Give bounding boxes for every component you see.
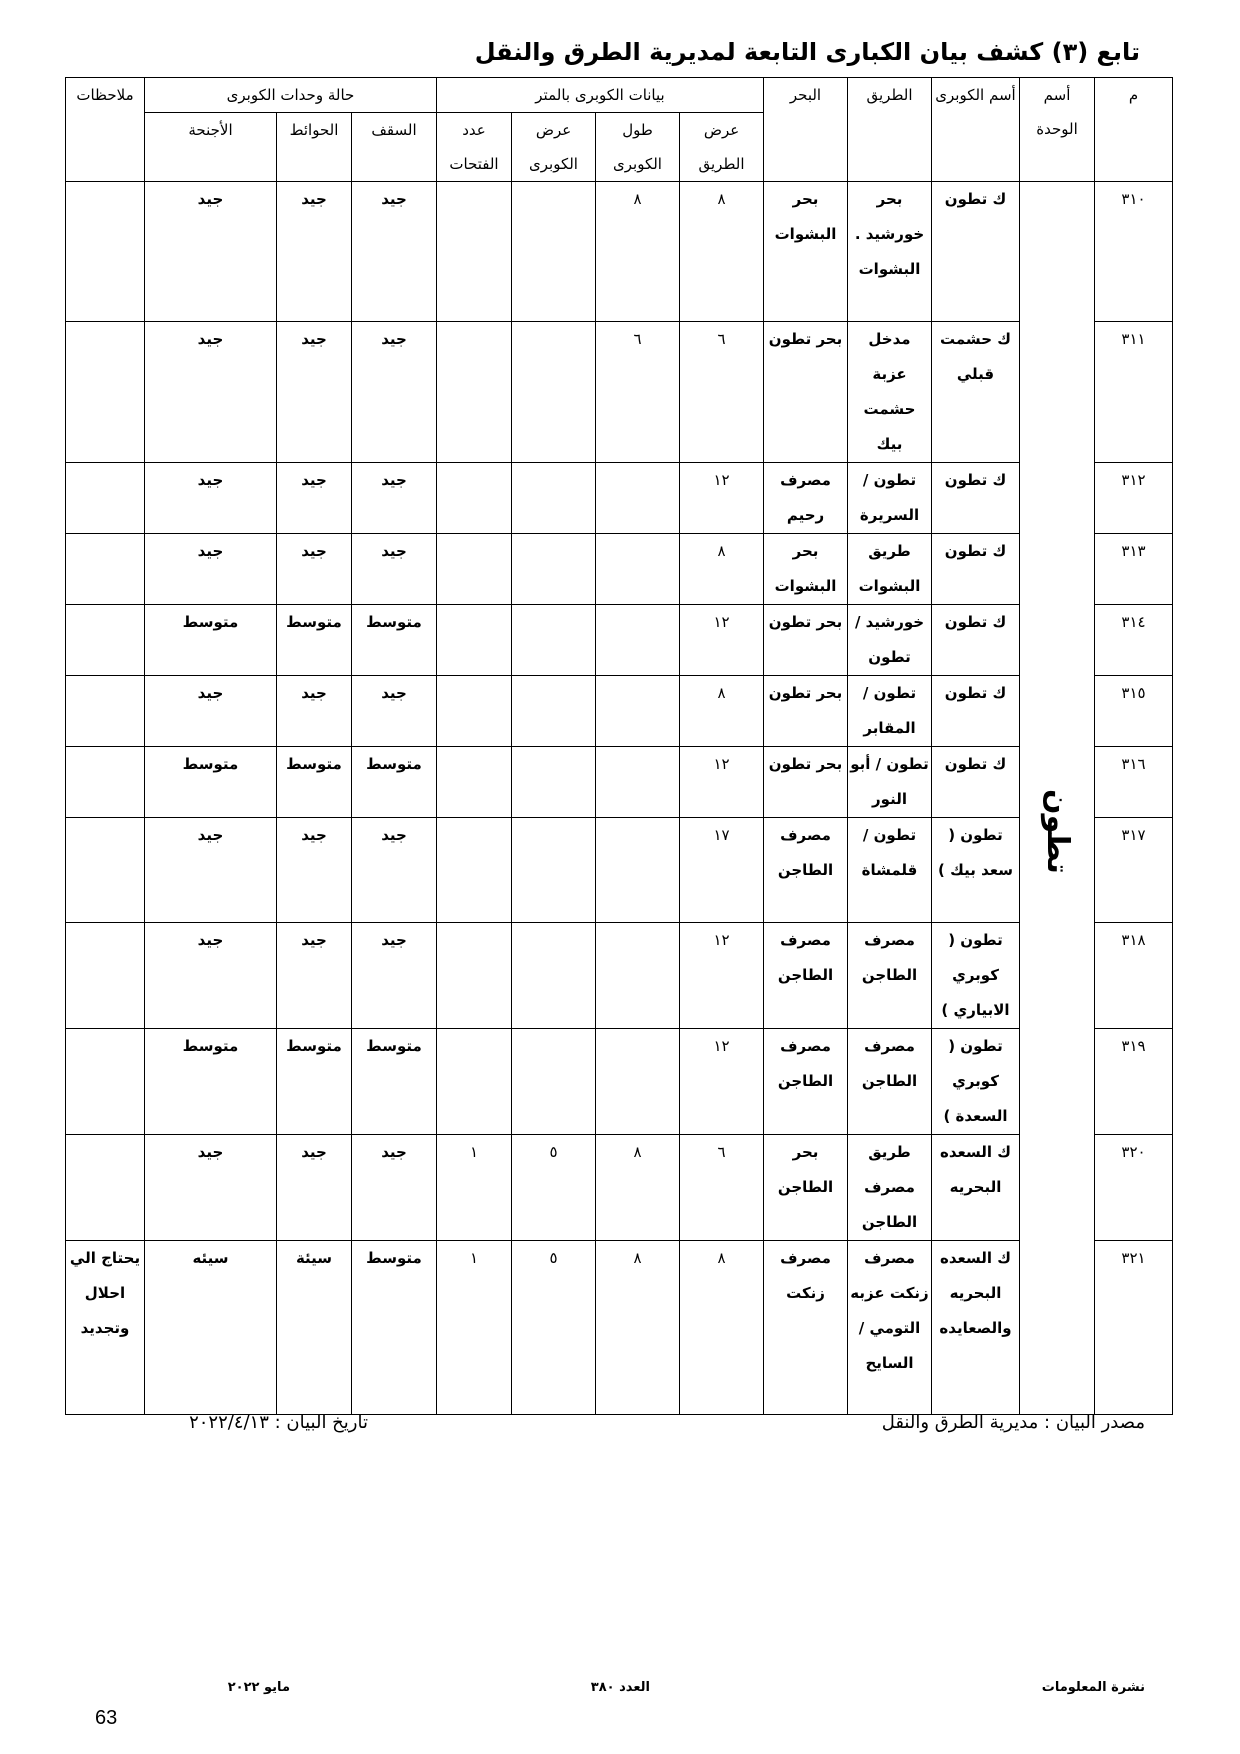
data-date: تاريخ البيان : ٢٠٢٢/٤/١٣	[189, 1412, 368, 1433]
unit-name-cell	[1020, 182, 1095, 1415]
bridge-length	[596, 818, 680, 923]
wings-condition: سيئه	[144, 1241, 276, 1415]
canal: بحر البشوات	[764, 182, 848, 322]
wings-condition: جيد	[144, 923, 276, 1029]
table-row	[66, 1135, 1173, 1241]
header-condition: حالة وحدات الكوبرى	[144, 78, 436, 113]
ceiling-condition: متوسط	[352, 1241, 437, 1415]
walls-condition: متوسط	[277, 747, 352, 818]
openings	[437, 818, 512, 923]
bridge-width	[512, 923, 596, 1029]
ceiling-condition: جيد	[352, 676, 437, 747]
bridge-name: ك تطون	[932, 676, 1020, 747]
bridge-length	[596, 534, 680, 605]
notes	[66, 1029, 145, 1135]
header-unit: أسم الوحدة	[1020, 78, 1095, 182]
canal: مصرف رحيم	[764, 463, 848, 534]
canal: مصرف الطاجن	[764, 923, 848, 1029]
notes	[66, 676, 145, 747]
notes	[66, 463, 145, 534]
road: طريق البشوات	[848, 534, 932, 605]
bridge-length	[596, 923, 680, 1029]
row-num: ٣١٢	[1095, 463, 1173, 534]
header-num: م	[1095, 78, 1173, 182]
header-walls: الحوائط	[277, 113, 352, 182]
walls-condition: سيئة	[277, 1241, 352, 1415]
header-ceiling: السقف	[352, 113, 437, 182]
bridge-name: ك السعده البحريه	[932, 1135, 1020, 1241]
table-row	[66, 923, 1173, 1029]
bridge-width	[512, 605, 596, 676]
header-bridge-length: طول الكوبرى	[596, 113, 680, 182]
header-wings: الأجنحة	[144, 113, 276, 182]
walls-condition: جيد	[277, 676, 352, 747]
bridge-width	[512, 463, 596, 534]
road-width: ٨	[680, 534, 764, 605]
canal: مصرف الطاجن	[764, 1029, 848, 1135]
bridge-width	[512, 747, 596, 818]
bridge-name: تطون ( كوبري الابياري )	[932, 923, 1020, 1029]
table-row	[66, 534, 1173, 605]
bridge-name: ك تطون	[932, 463, 1020, 534]
table-row	[66, 818, 1173, 923]
bridge-width	[512, 1029, 596, 1135]
road-width: ١٧	[680, 818, 764, 923]
page-title: تابع (٣) كشف بيان الكبارى التابعة لمديرية الطرق والنقل	[474, 38, 1140, 66]
wings-condition: جيد	[144, 463, 276, 534]
notes: يحتاج الي احلال وتجديد	[66, 1241, 145, 1415]
bridge-width	[512, 534, 596, 605]
table-row	[66, 605, 1173, 676]
row-num: ٣١٠	[1095, 182, 1173, 322]
road-width: ١٢	[680, 463, 764, 534]
row-num: ٣٢٠	[1095, 1135, 1173, 1241]
ceiling-condition: متوسط	[352, 1029, 437, 1135]
bridge-name: ك تطون	[932, 747, 1020, 818]
openings	[437, 463, 512, 534]
road-width: ٨	[680, 676, 764, 747]
ceiling-condition: جيد	[352, 923, 437, 1029]
row-num: ٣١٥	[1095, 676, 1173, 747]
unit-name: تطون	[1040, 789, 1075, 874]
notes	[66, 182, 145, 322]
wings-condition: جيد	[144, 182, 276, 322]
header-canal: البحر	[764, 78, 848, 182]
table-row	[66, 1241, 1173, 1415]
bridge-width: ٥	[512, 1135, 596, 1241]
bridge-length: ٨	[596, 182, 680, 322]
bridge-name: تطون ( سعد بيك )	[932, 818, 1020, 923]
road: تطون / أبو النور	[848, 747, 932, 818]
road: خورشيد / تطون	[848, 605, 932, 676]
openings	[437, 605, 512, 676]
row-num: ٣١٣	[1095, 534, 1173, 605]
data-source: مصدر البيان : مديرية الطرق والنقل	[881, 1412, 1145, 1433]
publication-name: نشرة المعلومات	[1041, 1680, 1145, 1695]
bridge-length	[596, 1029, 680, 1135]
wings-condition: متوسط	[144, 605, 276, 676]
canal: بحر الطاجن	[764, 1135, 848, 1241]
bridge-width	[512, 182, 596, 322]
ceiling-condition: جيد	[352, 534, 437, 605]
road: مصرف الطاجن	[848, 923, 932, 1029]
road: بحر خورشيد . البشوات	[848, 182, 932, 322]
walls-condition: جيد	[277, 534, 352, 605]
table-row	[66, 182, 1173, 322]
road: تطون / المقابر	[848, 676, 932, 747]
openings	[437, 747, 512, 818]
bridge-name: ك حشمت قبلي	[932, 322, 1020, 463]
table-row	[66, 747, 1173, 818]
bridge-length	[596, 676, 680, 747]
table-row	[66, 676, 1173, 747]
wings-condition: جيد	[144, 676, 276, 747]
canal: بحر تطون	[764, 322, 848, 463]
bridge-width: ٥	[512, 1241, 596, 1415]
walls-condition: متوسط	[277, 605, 352, 676]
openings	[437, 182, 512, 322]
road-width: ٦	[680, 1135, 764, 1241]
row-num: ٣١٤	[1095, 605, 1173, 676]
bridge-width	[512, 676, 596, 747]
notes	[66, 818, 145, 923]
road: مدخل عزبة حشمت بيك	[848, 322, 932, 463]
page-number: 63	[95, 1707, 118, 1729]
canal: مصرف زنكت	[764, 1241, 848, 1415]
openings: ١	[437, 1135, 512, 1241]
bridge-length: ٨	[596, 1241, 680, 1415]
bridge-length	[596, 463, 680, 534]
walls-condition: جيد	[277, 818, 352, 923]
ceiling-condition: جيد	[352, 818, 437, 923]
bridge-width	[512, 322, 596, 463]
notes	[66, 923, 145, 1029]
row-num: ٣٢١	[1095, 1241, 1173, 1415]
road-width: ١٢	[680, 605, 764, 676]
issue-number: العدد ٣٨٠	[590, 1680, 650, 1695]
bridge-name: تطون ( كوبري السعدة )	[932, 1029, 1020, 1135]
notes	[66, 747, 145, 818]
bridge-width	[512, 818, 596, 923]
bridge-length: ٦	[596, 322, 680, 463]
bridge-length: ٨	[596, 1135, 680, 1241]
canal: بحر تطون	[764, 605, 848, 676]
row-num: ٣١٩	[1095, 1029, 1173, 1135]
table-row	[66, 322, 1173, 463]
header-openings: عدد الفتحات	[437, 113, 512, 182]
bridge-name: ك تطون	[932, 605, 1020, 676]
header-bridge-name: أسم الكوبرى	[932, 78, 1020, 182]
road-width: ٨	[680, 182, 764, 322]
openings	[437, 1029, 512, 1135]
bridge-name: ك تطون	[932, 534, 1020, 605]
wings-condition: جيد	[144, 1135, 276, 1241]
bridge-length	[596, 747, 680, 818]
header-bridge-data: بيانات الكوبرى بالمتر	[437, 78, 764, 113]
table-row	[66, 1029, 1173, 1135]
table-row	[66, 463, 1173, 534]
wings-condition: جيد	[144, 534, 276, 605]
road: مصرف زنكت عزبه التومي /السايح	[848, 1241, 932, 1415]
walls-condition: جيد	[277, 182, 352, 322]
canal: مصرف الطاجن	[764, 818, 848, 923]
notes	[66, 605, 145, 676]
ceiling-condition: جيد	[352, 463, 437, 534]
bridge-length	[596, 605, 680, 676]
bridge-name: ك تطون	[932, 182, 1020, 322]
wings-condition: جيد	[144, 818, 276, 923]
road-width: ١٢	[680, 1029, 764, 1135]
notes	[66, 322, 145, 463]
road-width: ٦	[680, 322, 764, 463]
header-bridge-width: عرض الكوبرى	[512, 113, 596, 182]
row-num: ٣١٨	[1095, 923, 1173, 1029]
canal: بحر تطون	[764, 676, 848, 747]
walls-condition: جيد	[277, 1135, 352, 1241]
canal: بحر تطون	[764, 747, 848, 818]
ceiling-condition: جيد	[352, 322, 437, 463]
walls-condition: جيد	[277, 463, 352, 534]
issue-month: مايو ٢٠٢٢	[227, 1680, 290, 1695]
header-road-width: عرض الطريق	[680, 113, 764, 182]
openings	[437, 322, 512, 463]
row-num: ٣١٧	[1095, 818, 1173, 923]
ceiling-condition: جيد	[352, 182, 437, 322]
wings-condition: جيد	[144, 322, 276, 463]
canal: بحر البشوات	[764, 534, 848, 605]
row-num: ٣١١	[1095, 322, 1173, 463]
ceiling-condition: متوسط	[352, 605, 437, 676]
notes	[66, 1135, 145, 1241]
openings	[437, 676, 512, 747]
header-road: الطريق	[848, 78, 932, 182]
road: تطون / قلمشاة	[848, 818, 932, 923]
walls-condition: جيد	[277, 322, 352, 463]
road-width: ١٢	[680, 923, 764, 1029]
bridges-table	[65, 77, 1173, 1415]
openings	[437, 923, 512, 1029]
openings: ١	[437, 1241, 512, 1415]
road: طريق مصرف الطاجن	[848, 1135, 932, 1241]
walls-condition: متوسط	[277, 1029, 352, 1135]
ceiling-condition: متوسط	[352, 747, 437, 818]
notes	[66, 534, 145, 605]
wings-condition: متوسط	[144, 747, 276, 818]
road: مصرف الطاجن	[848, 1029, 932, 1135]
road-width: ٨	[680, 1241, 764, 1415]
openings	[437, 534, 512, 605]
road-width: ١٢	[680, 747, 764, 818]
ceiling-condition: جيد	[352, 1135, 437, 1241]
walls-condition: جيد	[277, 923, 352, 1029]
row-num: ٣١٦	[1095, 747, 1173, 818]
road: تطون / السريرة	[848, 463, 932, 534]
header-notes: ملاحظات	[66, 78, 145, 182]
bridge-name: ك السعده البحريه والصعايده	[932, 1241, 1020, 1415]
wings-condition: متوسط	[144, 1029, 276, 1135]
